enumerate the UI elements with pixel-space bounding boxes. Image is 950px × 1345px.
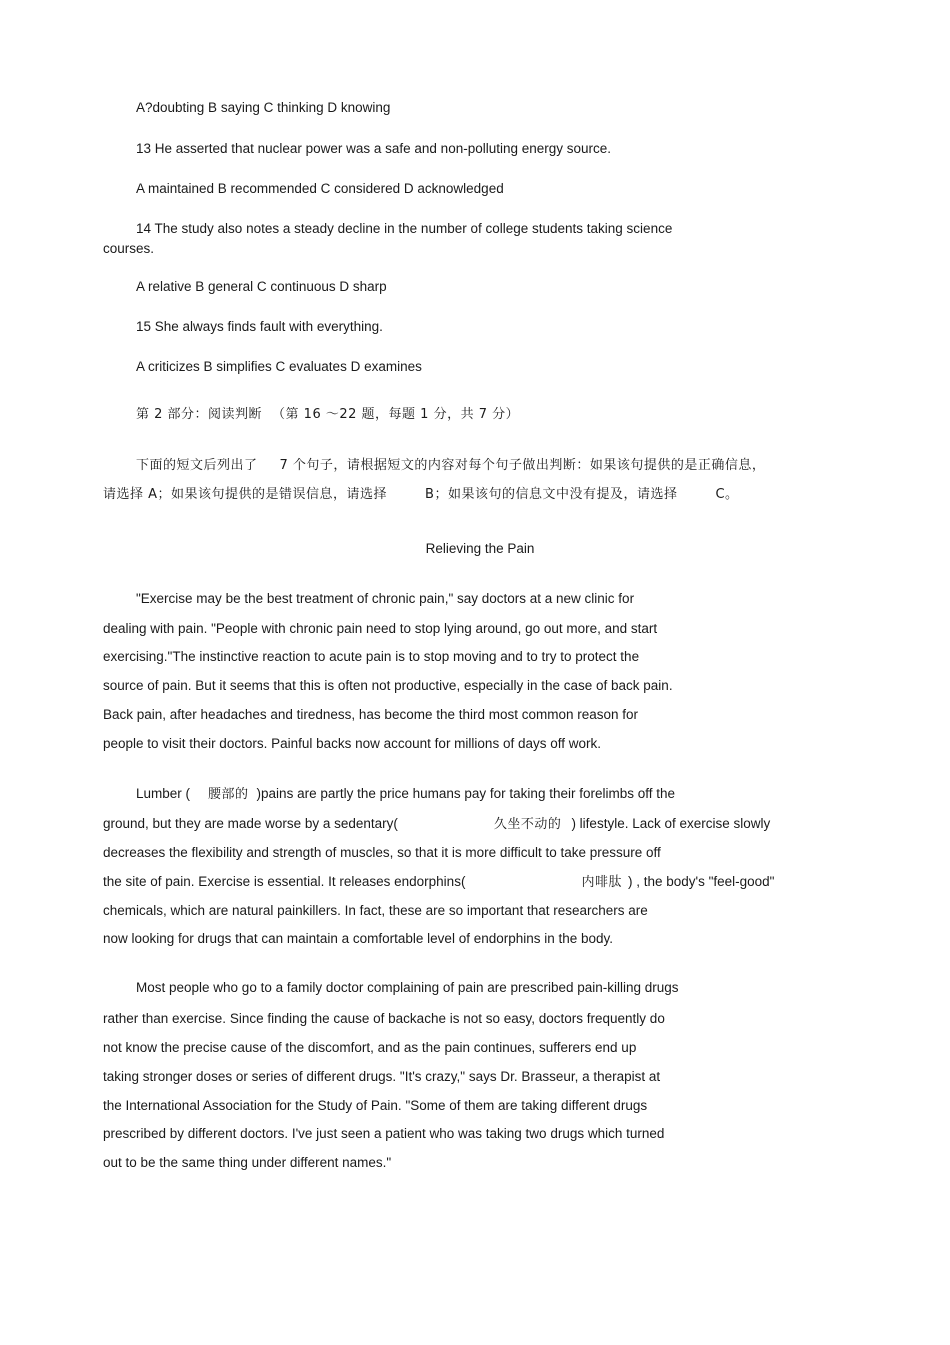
instructions-line1 [136, 457, 765, 475]
p1-line: exercising."The instinctive reaction to acute pain is to stop moving and to try to protect the [103, 649, 640, 664]
p2-l2-b: ) lifestyle. Lack of exercise slowly [571, 816, 771, 831]
p2-line2 [103, 815, 770, 834]
part2-heading-b: （第 16 ～22 题，每题 1 分，共 7 分） [272, 407, 520, 422]
q14-stem-line2: courses. [103, 241, 155, 256]
p1-line: source of pain. But it seems that this is often not productive, especially in the case of back pain. [103, 678, 673, 693]
q15-options: A criticizes B simplifies C evaluates D examines [136, 359, 422, 374]
p2-line1 [136, 785, 675, 804]
p3-line: Most people who go to a family doctor complaining of pain are prescribed pain-killing drugs [136, 980, 679, 995]
p1-line: people to visit their doctors. Painful backs now account for millions of days off work. [103, 736, 601, 751]
part2-heading [136, 406, 519, 424]
q15-stem: 15 She always finds fault with everything. [136, 319, 383, 334]
p1-line: Back pain, after headaches and tiredness, has become the third most common reason for [103, 707, 639, 722]
q13-stem: 13 He asserted that nuclear power was a safe and non-polluting energy source. [136, 141, 612, 156]
p2-l4-a: the site of pain. Exercise is essential. It releases endorphins( [103, 874, 466, 889]
p2-line6: now looking for drugs that can maintain a comfortable level of endorphins in the body. [103, 931, 614, 946]
instr-l2-a: 请选择 A；如果该句提供的是错误信息，请选择 [103, 487, 388, 502]
p3-line: taking stronger doses or series of different drugs. "It's crazy," says Dr. Brasseur, a therapist at [103, 1069, 661, 1084]
p3-line: prescribed by different doctors. I've just seen a patient who was taking two drugs which turned [103, 1126, 665, 1141]
q12-options: A?doubting B saying C thinking D knowing [136, 100, 391, 115]
p2-line5: chemicals, which are natural painkillers. In fact, these are so important that researchers are [103, 903, 648, 918]
p2-line3: decreases the flexibility and strength of muscles, so that it is more difficult to take pressure off [103, 845, 661, 860]
p2-l1-b: )pains are partly the price humans pay for taking their forelimbs off the [256, 786, 676, 801]
p3-line: not know the precise cause of the discomfort, and as the pain continues, sufferers end up [103, 1040, 637, 1055]
q14-options: A relative B general C continuous D sharp [136, 279, 387, 294]
instructions-line2 [103, 486, 739, 504]
p2-l1-a: Lumber ( [136, 786, 191, 801]
p2-l4-gloss: 内啡肽 [581, 875, 622, 890]
p3-line: rather than exercise. Since finding the cause of backache is not so easy, doctors frequently do [103, 1011, 665, 1026]
q14-stem-line1: 14 The study also notes a steady decline in the number of college students taking science [136, 221, 673, 236]
p3-line: the International Association for the Study of Pain. "Some of them are taking different drugs [103, 1098, 648, 1113]
p3-line: out to be the same thing under different names." [103, 1155, 392, 1170]
p2-l2-gloss: 久坐不动的 [493, 817, 562, 832]
instr-l2-c: C。 [715, 487, 739, 502]
p2-l2-a: ground, but they are made worse by a sedentary( [103, 816, 398, 831]
p1-line: "Exercise may be the best treatment of chronic pain," say doctors at a new clinic for [136, 591, 635, 606]
q13-options: A maintained B recommended C considered D acknowledged [136, 181, 504, 196]
p2-l1-gloss: 腰部的 [208, 787, 249, 802]
part2-heading-a: 第 2 部分：阅读判断 [136, 407, 263, 422]
p2-line4 [103, 873, 774, 892]
p1-line: dealing with pain. "People with chronic pain need to stop lying around, go out more, and start [103, 621, 658, 636]
article-title: Relieving the Pain [425, 541, 535, 556]
p2-l4-b: ) , the body's "feel-good" [627, 874, 775, 889]
instr-l1-b: 7 个句子，请根据短文的内容对每个句子做出判断：如果该句提供的是正确信息， [279, 458, 766, 473]
instr-l1-a: 下面的短文后列出了 [136, 458, 258, 473]
instr-l2-b: B；如果该句的信息文中没有提及，请选择 [425, 487, 678, 502]
